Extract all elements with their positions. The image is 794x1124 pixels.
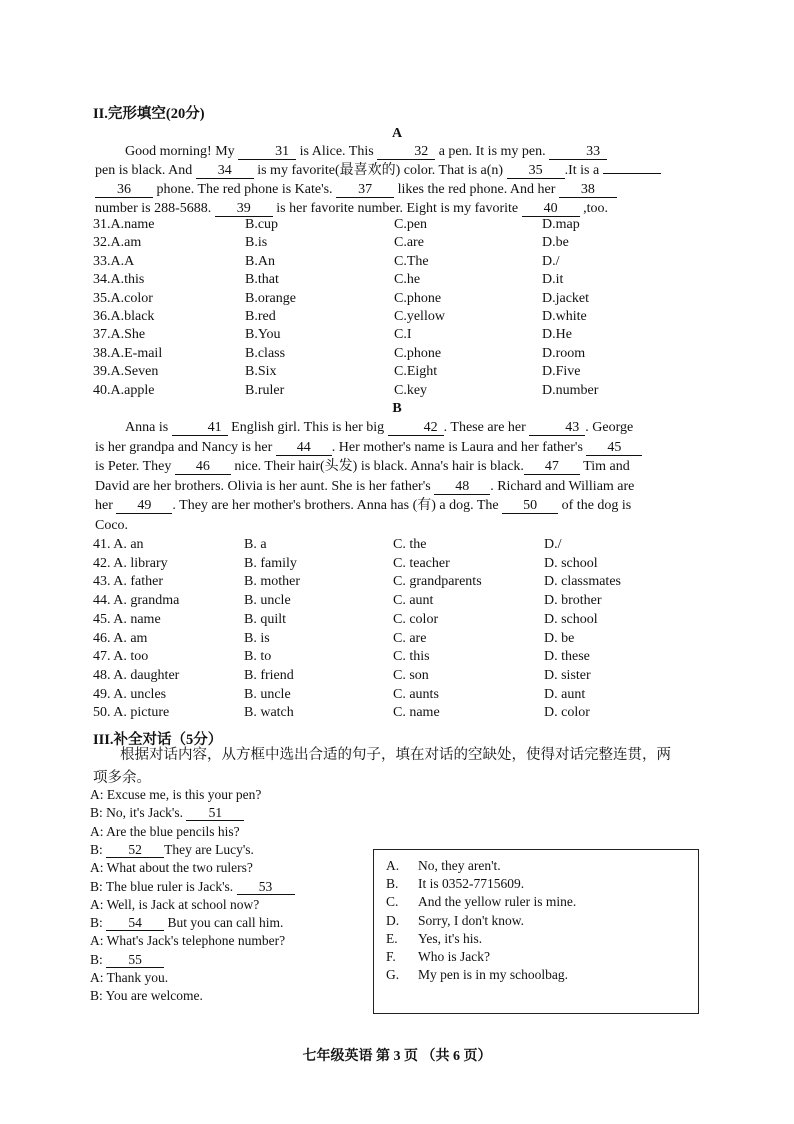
- option-a[interactable]: 37.A.She: [93, 327, 146, 343]
- page-footer: 七年级英语 第 3 页 （共 6 页）: [302, 1049, 492, 1064]
- dialogue-text: B:: [90, 915, 107, 931]
- passage-text: . George: [585, 420, 634, 435]
- option-a[interactable]: 46. A. am: [93, 630, 148, 646]
- passage-text: English girl. This is her big: [227, 420, 388, 435]
- option-b[interactable]: B. to: [244, 649, 272, 665]
- passage-text: pen is black. And: [95, 163, 196, 178]
- option-b[interactable]: B.You: [245, 327, 281, 343]
- passage-text: . Her mother's name is Laura and her father's: [331, 439, 587, 455]
- answer-blank[interactable]: 45: [586, 440, 642, 456]
- box-option-text: Sorry, I don't know.: [418, 912, 525, 928]
- option-b[interactable]: B. quilt: [244, 611, 287, 627]
- answer-blank[interactable]: 44: [276, 440, 332, 456]
- option-d[interactable]: D.it: [542, 272, 564, 288]
- option-d[interactable]: D.map: [542, 217, 580, 232]
- passage-text: ,too.: [579, 201, 608, 216]
- option-c[interactable]: C. name: [393, 705, 440, 721]
- dialogue-text: B: No, it's Jack's.: [90, 805, 187, 821]
- dialogue-text: B: The blue ruler is Jack's.: [90, 878, 237, 894]
- passage-line: [95, 199, 687, 218]
- passage-text: Tim and: [579, 459, 630, 474]
- answer-blank[interactable]: 42: [388, 420, 444, 436]
- option-c[interactable]: C.key: [394, 382, 428, 398]
- dialogue-text: A: What about the two rulers?: [90, 860, 253, 876]
- option-b[interactable]: B. watch: [244, 705, 294, 721]
- passage-text: is Peter. They: [95, 459, 175, 474]
- option-a[interactable]: 33.A.A: [93, 253, 135, 269]
- answer-blank[interactable]: 38: [559, 182, 617, 198]
- passage-text: is Alice. This: [296, 144, 378, 159]
- section-3-title: III.补全对话（5分）: [93, 732, 223, 748]
- box-option: [386, 913, 524, 929]
- passage-text: Coco.: [95, 517, 129, 533]
- option-d[interactable]: D.be: [542, 235, 569, 251]
- dialogue-text: B:: [90, 841, 107, 857]
- option-c[interactable]: C. aunt: [393, 593, 434, 609]
- dialogue-text: A: Well, is Jack at school now?: [90, 896, 260, 912]
- box-option-text: And the yellow ruler is mine.: [418, 894, 577, 910]
- dialogue-text: B:: [90, 951, 107, 967]
- passage-text: David are her brothers. Olivia is her aunt. She is her father's: [95, 478, 435, 494]
- passage-line: [95, 477, 687, 497]
- option-d[interactable]: D. brother: [544, 593, 602, 609]
- box-option-text: Who is Jack?: [418, 949, 490, 964]
- option-d[interactable]: D. these: [544, 649, 590, 665]
- option-c[interactable]: C. color: [393, 611, 439, 627]
- option-b[interactable]: B. a: [244, 537, 267, 552]
- dialogue-text: But you can call him.: [164, 915, 284, 931]
- answer-blank[interactable]: [603, 173, 661, 174]
- passage-line: [95, 161, 687, 180]
- passage-line: [95, 180, 687, 199]
- option-d[interactable]: D.He: [542, 327, 572, 343]
- option-a[interactable]: 40.A.apple: [93, 382, 155, 398]
- option-d[interactable]: D.jacket: [542, 290, 590, 306]
- option-c[interactable]: C. aunts: [393, 686, 439, 702]
- dialogue-line: [90, 988, 203, 1004]
- answer-blank[interactable]: 35: [507, 163, 565, 179]
- option-a[interactable]: 32.A.am: [93, 235, 142, 251]
- option-b[interactable]: B.orange: [245, 290, 296, 306]
- option-b[interactable]: B.is: [245, 235, 268, 251]
- passage-text: a pen. It is my pen.: [435, 144, 550, 159]
- passage-text: of the dog is: [558, 498, 632, 513]
- option-a[interactable]: 36.A.black: [93, 309, 155, 324]
- box-option-text: Yes, it's his.: [418, 930, 483, 946]
- option-a[interactable]: 34.A.this: [93, 272, 145, 288]
- option-a[interactable]: 41. A. an: [93, 537, 144, 552]
- passage-text: Good morning! My: [125, 144, 239, 159]
- option-b[interactable]: B. uncle: [244, 686, 291, 702]
- option-b[interactable]: B.An: [245, 253, 275, 269]
- passage-text: her: [95, 498, 117, 513]
- section-3-instruction-cont: 项多余。: [93, 770, 151, 786]
- answer-blank[interactable]: 53: [237, 879, 295, 895]
- option-c[interactable]: C. are: [393, 630, 427, 646]
- answer-blank[interactable]: 50: [502, 498, 558, 514]
- option-a[interactable]: 35.A.color: [93, 290, 153, 306]
- passage-line: [95, 142, 687, 161]
- option-b[interactable]: B.ruler: [245, 382, 285, 398]
- answer-blank[interactable]: 37: [336, 182, 394, 198]
- option-b[interactable]: B.cup: [245, 217, 279, 232]
- dialogue-line: [90, 897, 259, 913]
- option-b[interactable]: B.red: [245, 309, 276, 324]
- option-a[interactable]: 31.A.name: [93, 217, 155, 232]
- option-c[interactable]: C.I: [394, 327, 412, 343]
- dialogue-text: They are Lucy's.: [164, 841, 254, 857]
- answer-blank[interactable]: 51: [186, 805, 244, 821]
- dialogue-line: [90, 933, 285, 949]
- option-d[interactable]: D.white: [542, 309, 587, 324]
- dialogue-text: B: You are welcome.: [90, 988, 203, 1004]
- dialogue-line: [90, 879, 295, 895]
- option-c[interactable]: C.phone: [394, 290, 442, 306]
- passage-b: [95, 418, 687, 535]
- passage-line: [95, 496, 687, 516]
- passage-text: nice. Their hair(头发) is black. Anna's hair is black.: [230, 459, 524, 474]
- answer-blank[interactable]: 40: [522, 201, 580, 217]
- option-d[interactable]: D. sister: [544, 667, 591, 683]
- dialogue-line: [90, 805, 244, 821]
- dialogue-line: [90, 842, 254, 858]
- option-a[interactable]: 43. A. father: [93, 574, 163, 590]
- option-a[interactable]: 39.A.Seven: [93, 364, 159, 380]
- answer-blank[interactable]: 36: [95, 182, 153, 198]
- option-b[interactable]: B. uncle: [244, 593, 291, 609]
- option-d[interactable]: D. classmates: [544, 574, 621, 590]
- box-option: [386, 967, 568, 983]
- option-d[interactable]: D. color: [544, 705, 590, 721]
- dialogue-line: [90, 824, 240, 840]
- box-option-letter: A.: [386, 858, 400, 873]
- option-a[interactable]: 47. A. too: [93, 649, 149, 665]
- answer-blank[interactable]: 41: [172, 420, 228, 436]
- option-a[interactable]: 42. A. library: [93, 555, 168, 571]
- passage-text: . These are her: [443, 420, 530, 435]
- option-a[interactable]: 44. A. grandma: [93, 593, 180, 609]
- box-option-text: My pen is in my schoolbag.: [418, 967, 568, 983]
- box-option-letter: C.: [386, 894, 399, 910]
- option-b[interactable]: B.Six: [245, 364, 277, 380]
- option-d[interactable]: D. school: [544, 555, 598, 571]
- answer-blank[interactable]: 39: [215, 201, 273, 217]
- dialogue-text: A: Thank you.: [90, 970, 169, 985]
- answer-blank[interactable]: 32: [377, 144, 435, 160]
- box-option: [386, 894, 576, 910]
- option-d[interactable]: D. aunt: [544, 686, 586, 702]
- option-d[interactable]: D.Five: [542, 364, 581, 380]
- option-a[interactable]: 48. A. daughter: [93, 667, 180, 683]
- section-2-title: II.完形填空(20分): [93, 106, 205, 122]
- box-option-letter: G.: [386, 967, 400, 983]
- option-d[interactable]: D. school: [544, 611, 598, 627]
- passage-b-label: B: [392, 401, 402, 416]
- option-d[interactable]: D./: [544, 537, 562, 552]
- passage-text: . They are her mother's brothers. Anna has (有) a dog. The: [172, 498, 503, 513]
- passage-line: [95, 418, 687, 438]
- dialogue-line: [90, 860, 253, 876]
- option-d[interactable]: D. be: [544, 630, 575, 646]
- box-option-letter: D.: [386, 912, 400, 928]
- option-b[interactable]: B.class: [245, 345, 286, 361]
- passage-line: [95, 438, 687, 458]
- passage-line: [95, 516, 687, 536]
- passage-text: likes the red phone. And her: [394, 182, 559, 197]
- option-d[interactable]: D.number: [542, 382, 599, 398]
- option-a[interactable]: 38.A.E-mail: [93, 345, 163, 361]
- passage-text: .It is a: [564, 163, 603, 178]
- option-b[interactable]: B. is: [244, 630, 270, 646]
- passage-text: is my favorite(最喜欢的) color. That is a(n): [253, 163, 507, 178]
- box-option-letter: B.: [386, 876, 399, 892]
- option-a[interactable]: 49. A. uncles: [93, 686, 167, 702]
- options-box: [373, 849, 699, 1014]
- answer-blank[interactable]: 47: [524, 459, 580, 475]
- option-c[interactable]: C. this: [393, 649, 430, 665]
- option-b[interactable]: B.that: [245, 272, 279, 288]
- answer-blank[interactable]: 49: [116, 498, 172, 514]
- option-c[interactable]: C. son: [393, 667, 429, 683]
- option-c[interactable]: C.The: [394, 253, 429, 269]
- passage-text: number is 288-5688.: [95, 201, 215, 216]
- box-option-text: It is 0352-7715609.: [418, 876, 525, 892]
- option-b[interactable]: B. mother: [244, 574, 300, 590]
- answer-blank[interactable]: 33: [549, 144, 607, 160]
- dialogue-text: A: Are the blue pencils his?: [90, 823, 240, 839]
- option-c[interactable]: C.pen: [394, 217, 428, 232]
- option-c[interactable]: C.he: [394, 272, 421, 288]
- passage-text: is her favorite number. Eight is my favorite: [272, 201, 522, 216]
- answer-blank[interactable]: 52: [106, 842, 164, 858]
- answer-blank[interactable]: 48: [434, 479, 490, 495]
- box-option: [386, 876, 524, 892]
- box-option: [386, 949, 490, 965]
- option-d[interactable]: D./: [542, 253, 560, 269]
- option-a[interactable]: 45. A. name: [93, 611, 161, 627]
- answer-blank[interactable]: 54: [106, 915, 164, 931]
- passage-a-label: A: [391, 126, 403, 141]
- passage-text: . Richard and William are: [490, 478, 635, 494]
- dialogue-line: [90, 952, 164, 968]
- option-c[interactable]: C.phone: [394, 345, 442, 361]
- box-option-letter: E.: [386, 930, 398, 946]
- dialogue-line: [90, 787, 261, 803]
- answer-blank[interactable]: 55: [106, 952, 164, 968]
- option-a[interactable]: 50. A. picture: [93, 705, 170, 721]
- dialogue-line: [90, 915, 283, 931]
- passage-a: [95, 142, 687, 218]
- dialogue-line: [90, 970, 168, 986]
- answer-blank[interactable]: 34: [196, 163, 254, 179]
- answer-blank[interactable]: 31: [238, 144, 296, 160]
- option-c[interactable]: C.yellow: [394, 309, 445, 324]
- passage-line: [95, 457, 687, 477]
- box-option: [386, 931, 482, 947]
- passage-text: is her grandpa and Nancy is her: [95, 439, 276, 455]
- option-b[interactable]: B. family: [244, 555, 297, 571]
- answer-blank[interactable]: 46: [175, 459, 231, 475]
- option-c[interactable]: C. teacher: [393, 555, 450, 571]
- section-3-instruction: 根据对话内容，从方框中选出合适的句子，填在对话的空缺处，使得对话完整连贯，两: [120, 747, 671, 763]
- option-b[interactable]: B. friend: [244, 667, 294, 683]
- passage-text: phone. The red phone is Kate's.: [153, 182, 337, 197]
- option-c[interactable]: C.are: [394, 235, 424, 251]
- dialogue-text: A: What's Jack's telephone number?: [90, 933, 286, 949]
- box-option: [386, 858, 501, 874]
- option-c[interactable]: C. the: [393, 537, 427, 552]
- option-c[interactable]: C. grandparents: [393, 574, 482, 590]
- option-c[interactable]: C.Eight: [394, 364, 438, 380]
- passage-text: Anna is: [125, 420, 172, 435]
- dialogue-text: A: Excuse me, is this your pen?: [90, 787, 262, 802]
- option-d[interactable]: D.room: [542, 345, 586, 361]
- box-option-letter: F.: [386, 949, 396, 964]
- box-option-text: No, they aren't.: [418, 858, 501, 873]
- answer-blank[interactable]: 43: [529, 420, 585, 436]
